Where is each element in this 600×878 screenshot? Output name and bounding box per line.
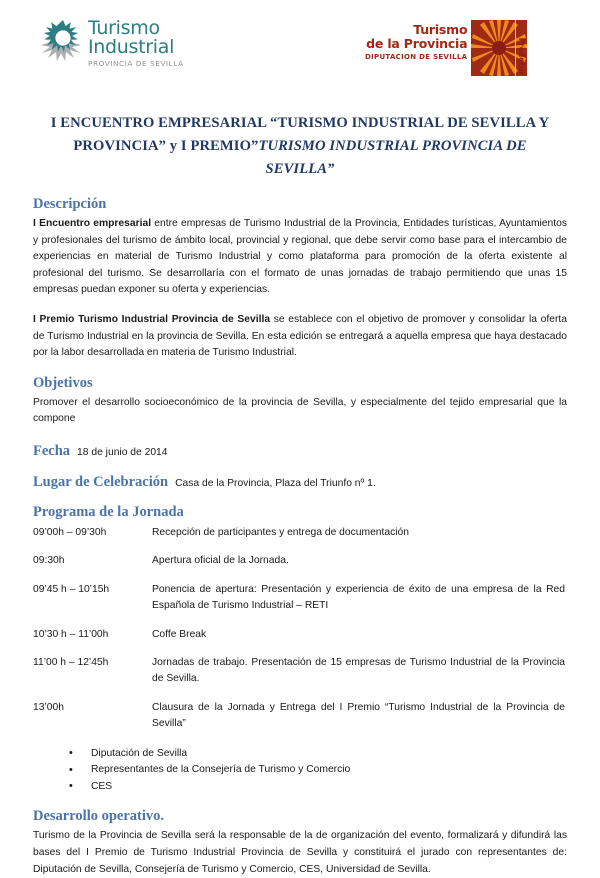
programa-table xyxy=(33,525,567,733)
programa-desc: Clausura de la Jornada y Entrega del I Premio “Turismo Industrial de la Provincia de Sevilla” xyxy=(152,701,565,730)
descripcion-p1-bold: I Encuentro empresarial xyxy=(33,218,152,229)
programa-table-body xyxy=(33,525,567,733)
list-item: • CES xyxy=(69,779,567,796)
programa-time: 09:30h xyxy=(33,555,65,567)
gear-sunburst-icon xyxy=(41,18,85,64)
table-row xyxy=(33,627,567,655)
heading-objetivos: Objetivos xyxy=(33,374,93,391)
logo-right-line1: Turismo xyxy=(413,22,468,37)
list-item: • Diputación de Sevilla xyxy=(69,746,567,763)
page-title xyxy=(39,112,561,181)
section-programa xyxy=(33,504,567,733)
logo-right-line2: de la Provincia xyxy=(366,36,468,51)
programa-desc: Jornadas de trabajo. Presentación de 15 empresas de Turismo Industrial de la Provincia de Sevilla. xyxy=(152,656,565,685)
descripcion-paragraph-2 xyxy=(33,312,567,362)
fecha-value: 18 de junio de 2014 xyxy=(77,446,168,458)
programa-desc: Ponencia de apertura: Presentación y experiencia de éxito de una empresa de la Red Española de Turismo Industrial – RETI xyxy=(152,583,565,612)
logo-right-line3: DIPUTACION DE SEVILLA xyxy=(365,53,468,61)
page-title-part1: I ENCUENTRO EMPRESARIAL “TURISMO INDUSTRIAL DE SEVILLA Y PROVINCIA” y I PREMIO” xyxy=(50,115,550,154)
prodetur-label: Prodetur xyxy=(515,20,527,76)
turismo-provincia-logo xyxy=(365,20,527,76)
logo-left-line2: Industrial xyxy=(88,36,175,58)
heading-descripcion: Descripción xyxy=(33,196,107,212)
section-objetivos xyxy=(33,375,567,428)
table-row xyxy=(33,553,567,581)
turismo-industrial-logo xyxy=(41,18,184,67)
programa-desc: Recepción de participantes y entrega de documentación xyxy=(152,526,410,538)
programa-time: 13’00h xyxy=(33,701,64,713)
document-header xyxy=(33,0,567,90)
section-descripcion xyxy=(33,196,567,362)
heading-programa: Programa de la Jornada xyxy=(33,503,184,520)
lugar-value: Casa de la Provincia, Plaza del Triunfo nº 1. xyxy=(175,477,376,489)
section-desarrollo xyxy=(33,808,567,878)
programa-time: 10’30 h – 11’00h xyxy=(33,628,109,640)
sunburst-square-icon xyxy=(471,20,527,76)
table-row xyxy=(33,582,567,627)
objetivos-text: Promover el desarrollo socioeconómico de la provincia de Sevilla, y especialmente del tejido empresarial que la compone xyxy=(33,396,567,425)
descripcion-paragraph-1 xyxy=(33,216,567,299)
section-lugar xyxy=(33,473,567,491)
heading-lugar: Lugar de Celebración xyxy=(33,473,169,490)
descripcion-p2-rest: se establece con el objetivo de promover y consolidar la oferta de Turismo Industrial en la provincia de Sevilla. En esta edición se entregará a aquella empresa que haya destacado por la labor desarrollada en materia de Turismo Industrial. xyxy=(33,313,567,359)
participantes-list xyxy=(33,746,567,796)
descripcion-p2-bold: I Premio Turismo Industrial Provincia de Sevilla xyxy=(33,313,271,325)
logo-left-line3: PROVINCIA DE SEVILLA xyxy=(88,59,184,68)
programa-time: 11’00 h – 12’45h xyxy=(33,656,109,668)
programa-desc: Apertura oficial de la Jornada. xyxy=(152,555,289,567)
section-fecha xyxy=(33,442,567,460)
heading-desarrollo-suffix: . xyxy=(160,808,165,825)
table-row xyxy=(33,655,567,700)
programa-time: 09’00h – 09’30h xyxy=(33,526,107,538)
page-title-part2: TURISMO INDUSTRIAL PROVINCIA DE SEVILLA” xyxy=(258,138,527,177)
table-row xyxy=(33,525,567,553)
heading-fecha: Fecha xyxy=(33,442,71,459)
descripcion-p1-rest: entre empresas de Turismo Industrial de la Provincia, Entidades turísticas, Ayuntamientos y profesionales del turismo de ámbito local, provincial y regional, que debe servir como base para el intercambio de experiencias en material de Turismo Industrial y como plataforma para promoción de la oferta existente al profesional del turismo. Se desarrollaría con el formato de unas jornadas de trabajo permitiendo que unas 15 empresas puedan exponer su oferta y experiencias. xyxy=(33,218,567,296)
table-row xyxy=(33,700,567,733)
programa-time: 09’45 h – 10’15h xyxy=(33,583,110,595)
heading-desarrollo xyxy=(33,808,567,825)
list-item: • Representantes de la Consejería de Turismo y Comercio xyxy=(69,762,567,779)
desarrollo-text: Turismo de la Provincia de Sevilla será la responsable de la de organización del evento, formalizará y difundirá las bases del I Premio de Turismo Industrial Provincia de Sevilla y constituirá el jurado con representantes de: Diputación de Sevilla, Consejería de Turismo y Comercio, CES, Universidad de Sevilla. xyxy=(33,830,567,875)
heading-desarrollo-text: Desarrollo operativo xyxy=(33,808,161,825)
logo-left-line1: Turismo xyxy=(88,17,160,39)
programa-desc: Coffe Break xyxy=(152,628,207,640)
